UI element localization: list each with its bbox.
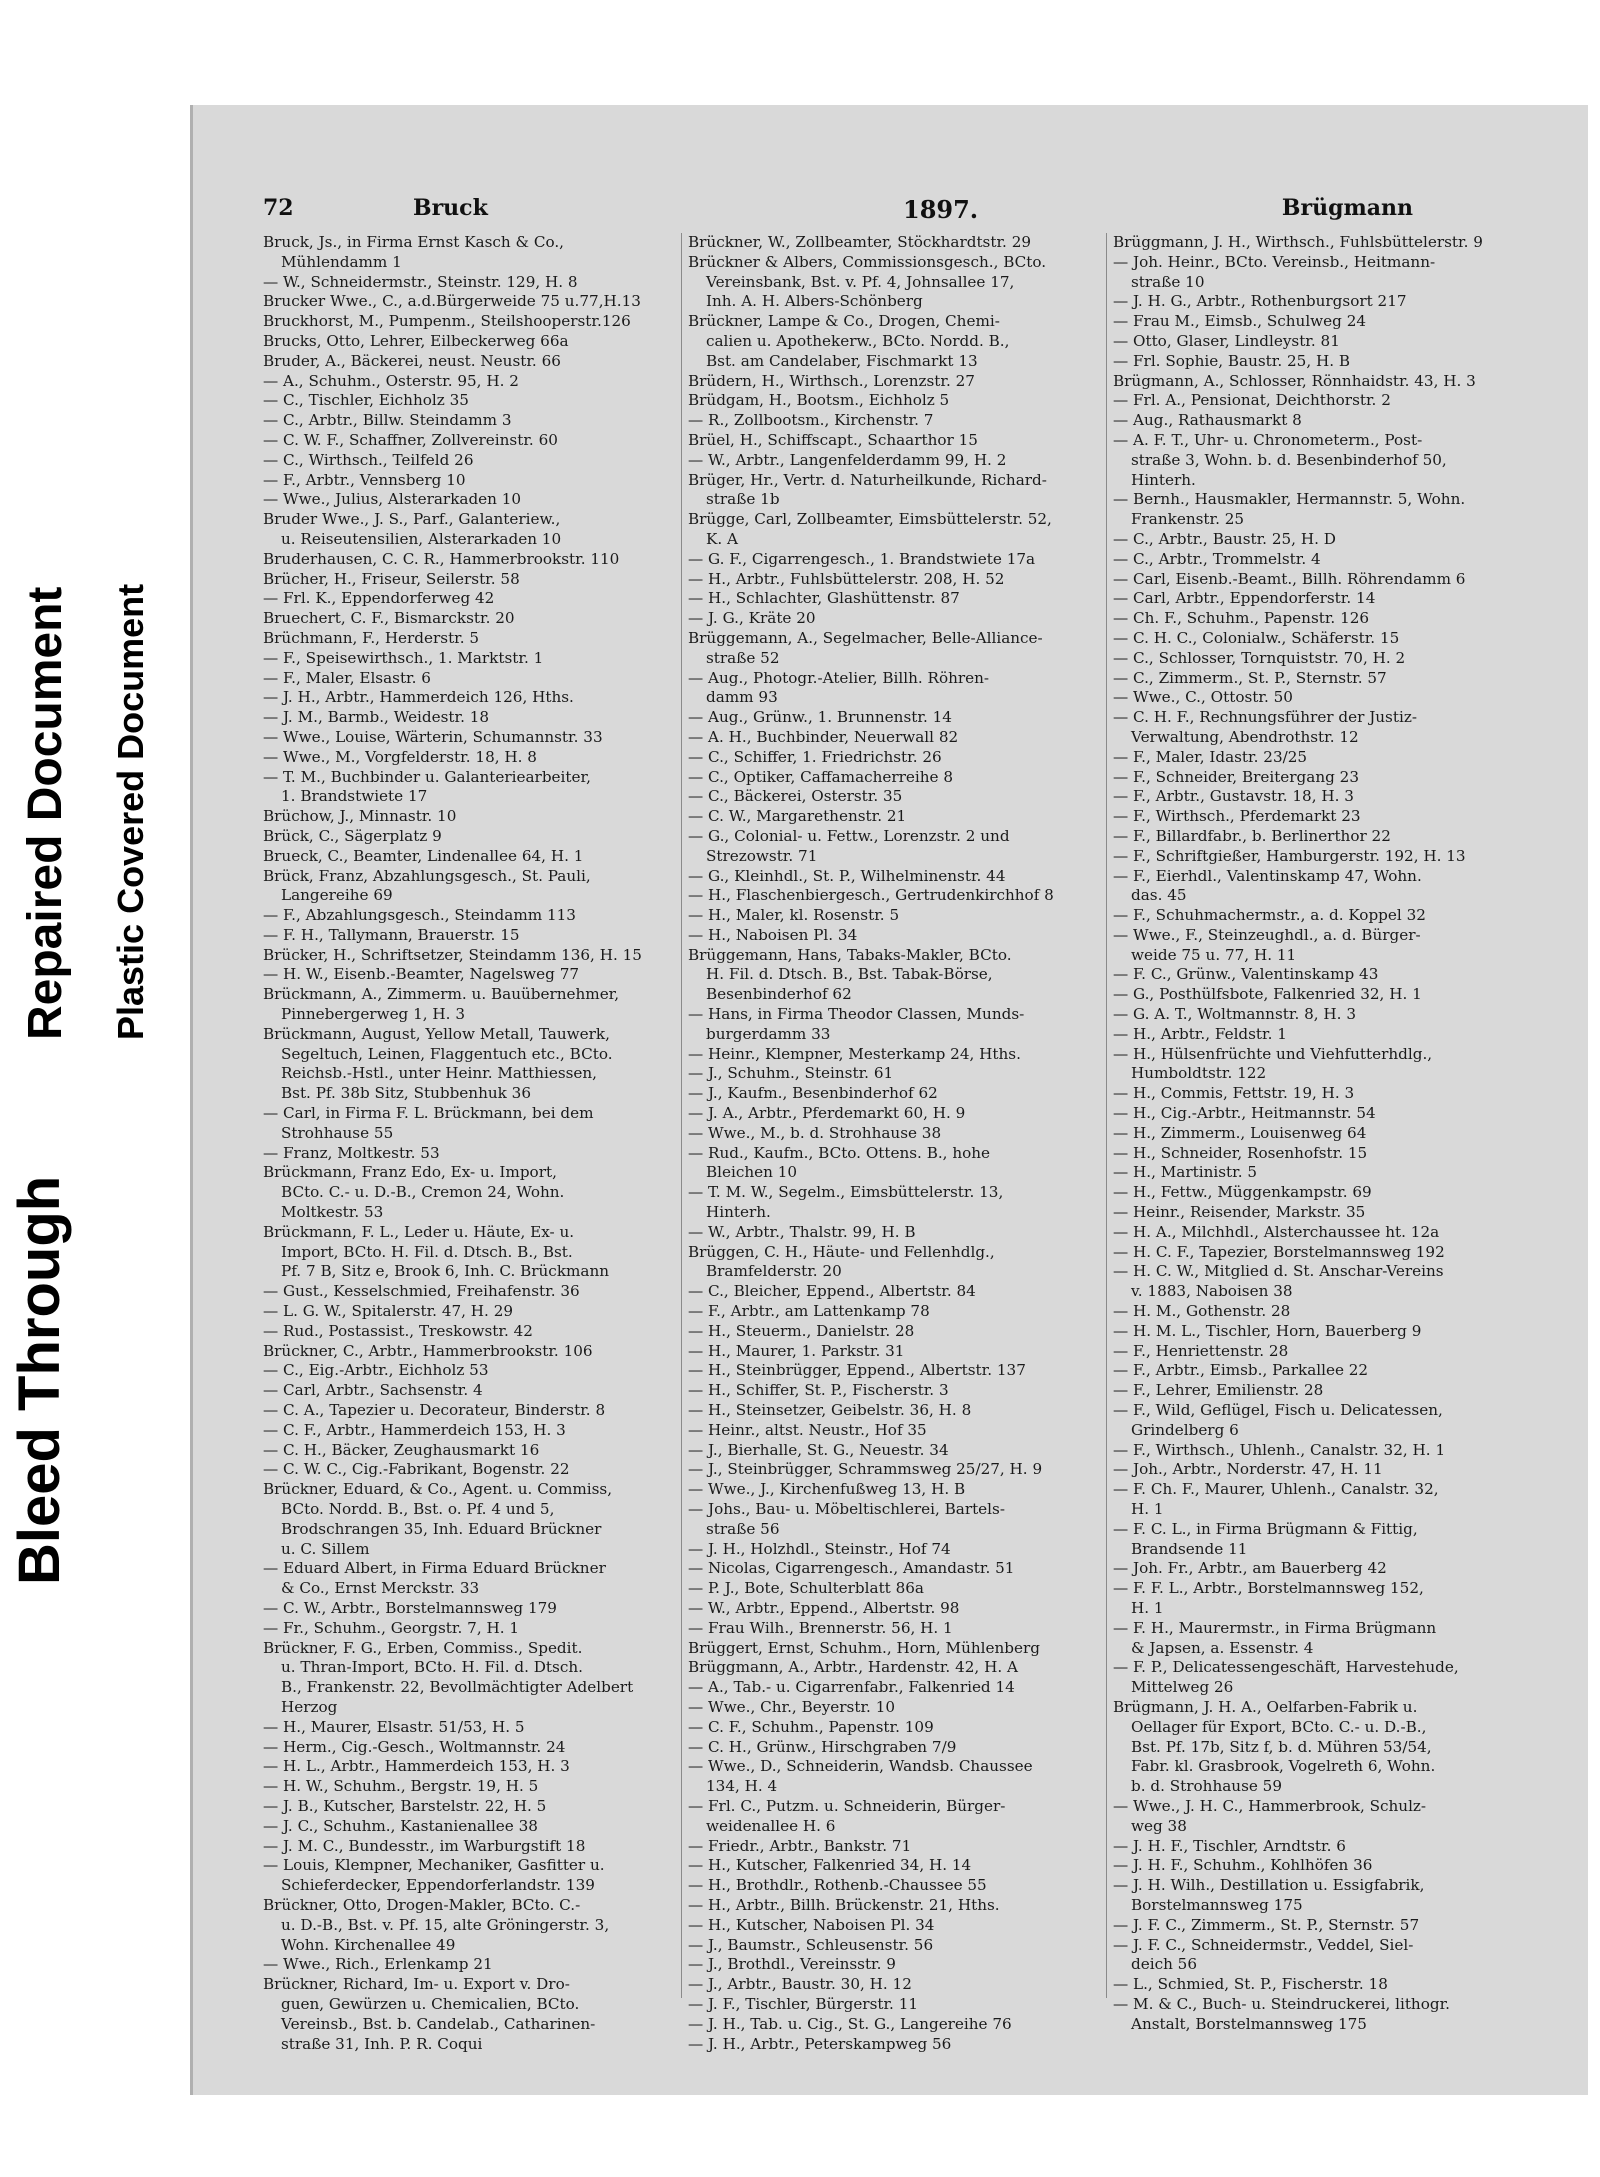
directory-entry-line: Brückner, Lampe & Co., Drogen, Chemi- [688,312,1000,331]
directory-entry-line: — Hans, in Firma Theodor Classen, Munds- [688,1005,1025,1024]
directory-entry-line: — C., Wirthsch., Teilfeld 26 [263,450,474,469]
directory-entry-line: — T. M. W., Segelm., Eimsbüttelerstr. 13, [688,1183,1004,1202]
directory-entry-line: — H., Cig.-Arbtr., Heitmannstr. 54 [1113,1104,1376,1123]
directory-entry-line: straße 1b [706,490,780,509]
directory-entry-line: — C. W. C., Cig.-Fabrikant, Bogenstr. 22 [263,1460,570,1479]
directory-entry-line: BCto. Nordd. B., Bst. o. Pf. 4 und 5, [281,1500,555,1518]
directory-entry-line: — Ch. F., Schuhm., Papenstr. 126 [1113,609,1370,628]
directory-entry-line: — J., Baumstr., Schleusenstr. 56 [688,1935,934,1954]
directory-entry-line: — C. A., Tapezier u. Decorateur, Binderstr. 8 [263,1401,606,1420]
directory-entry-line: — Frl. K., Eppendorferweg 42 [263,589,495,608]
directory-entry-line: Fabr. kl. Grasbrook, Vogelreth 6, Wohn. [1131,1757,1436,1776]
directory-entry-line: — G. F., Cigarrengesch., 1. Brandstwiete 17a [688,549,1036,568]
directory-entry-line: Strezowstr. 71 [706,846,818,865]
directory-entry-line: — H., Maurer, 1. Parkstr. 31 [688,1341,905,1360]
directory-entry-line: — F. C., Grünw., Valentinskamp 43 [1113,965,1379,984]
directory-entry-line: — Frau M., Eimsb., Schulweg 24 [1113,312,1367,331]
directory-entry-line: Mühlendamm 1 [281,252,402,271]
directory-entry-line: — L., Schmied, St. P., Fischerstr. 18 [1113,1975,1388,1994]
directory-entry-line: u. C. Sillem [281,1539,370,1558]
directory-entry-line: — H. M. L., Tischler, Horn, Bauerberg 9 [1113,1321,1422,1340]
directory-entry-line: — M. & C., Buch- u. Steindruckerei, lithogr. [1113,1994,1450,2013]
directory-entry-line: Bst. Pf. 38b Sitz, Stubbenhuk 36 [281,1084,531,1103]
directory-entry-line: — C., Zimmerm., St. P., Sternstr. 57 [1113,668,1387,687]
directory-entry-line: Brückner, F. G., Erben, Commiss., Spedit. [263,1638,583,1657]
directory-entry-line: — A. H., Buchbinder, Neuerwall 82 [688,727,959,746]
directory-entry-line: — C. F., Schuhm., Papenstr. 109 [688,1717,934,1736]
directory-entry-line: Brügmann, A., Schlosser, Rönnhaidstr. 43, H. 3 [1113,371,1476,390]
directory-entry-line: Brüggert, Ernst, Schuhm., Horn, Mühlenberg [688,1638,1040,1657]
directory-entry-line: — Rud., Postassist., Treskowstr. 42 [263,1321,533,1340]
directory-entry-line: Grindelberg 6 [1131,1420,1239,1439]
directory-entry-line: H. 1 [1131,1598,1164,1617]
directory-entry-line: Brücher, H., Friseur, Seilerstr. 58 [263,569,520,588]
directory-entry-line: — C. F., Arbtr., Hammerdeich 153, H. 3 [263,1420,566,1439]
directory-entry-line: — F., Arbtr., Gustavstr. 18, H. 3 [1113,787,1354,806]
directory-entry-line: — P. J., Bote, Schulterblatt 86a [688,1579,924,1598]
directory-entry-line: — C., Arbtr., Billw. Steindamm 3 [263,411,512,430]
directory-entry-line: — H., Schiffer, St. P., Fischerstr. 3 [688,1381,949,1400]
directory-entry-line: calien u. Apothekerw., BCto. Nordd. B., [706,331,1010,350]
directory-entry-line: — A. F. T., Uhr- u. Chronometerm., Post- [1113,430,1423,449]
directory-entry-line: — F., Henriettenstr. 28 [1113,1341,1289,1360]
directory-entry-line: — F. H., Tallymann, Brauerstr. 15 [263,925,520,944]
directory-entry-line: — G., Posthülfsbote, Falkenried 32, H. 1 [1113,985,1422,1004]
directory-entry-line: — C., Schlosser, Tornquiststr. 70, H. 2 [1113,648,1406,667]
directory-entry-line: Segeltuch, Leinen, Flaggentuch etc., BCto. [281,1044,613,1063]
directory-entry-line: — F., Arbtr., am Lattenkamp 78 [688,1302,930,1321]
directory-entry-line: weide 75 u. 77, H. 11 [1131,945,1297,964]
directory-entry-line: — A., Tab.- u. Cigarrenfabr., Falkenried 14 [688,1678,1015,1697]
directory-entry-line: — Fr., Schuhm., Georgstr. 7, H. 1 [263,1618,520,1637]
directory-entry-line: Brückner, Eduard, & Co., Agent. u. Commiss, [263,1480,613,1499]
directory-entry-line: — Joh. Fr., Arbtr., am Bauerberg 42 [1113,1559,1387,1578]
directory-entry-line: & Japsen, a. Essenstr. 4 [1131,1638,1314,1657]
column-middle [688,233,1103,2053]
directory-entry-line: burgerdamm 33 [706,1024,831,1043]
scan-annotation-labels [0,0,175,2177]
directory-entry-line: — H., Flaschenbiergesch., Gertrudenkirchhof 8 [688,886,1054,905]
directory-entry-line: — J., Kaufm., Besenbinderhof 62 [688,1084,938,1103]
directory-entry-line: — H., Steuerm., Danielstr. 28 [688,1321,915,1340]
directory-entry-line: — F., Schneider, Breitergang 23 [1113,767,1359,786]
directory-entry-line: Brückner, C., Arbtr., Hammerbrookstr. 106 [263,1341,593,1360]
directory-entry-line: u. D.-B., Bst. v. Pf. 15, alte Gröningerstr. 3, [281,1915,610,1934]
directory-entry-line: — C. H. C., Colonialw., Schäferstr. 15 [1113,628,1400,647]
directory-entry-line: — H., Steinbrügger, Eppend., Albertstr. 137 [688,1361,1026,1380]
left-running-head: Bruck [413,195,488,221]
directory-entry-line: Brüchow, J., Minnastr. 10 [263,807,457,826]
scanned-page [190,105,1588,2095]
directory-entry-line: — F., Wirthsch., Uhlenh., Canalstr. 32, H. 1 [1113,1440,1446,1459]
directory-entry-line: — F., Maler, Elsastr. 6 [263,668,431,687]
directory-entry-line: Brückmann, F. L., Leder u. Häute, Ex- u. [263,1222,575,1241]
directory-entry-line: Bst. am Candelaber, Fischmarkt 13 [706,351,978,370]
directory-entry-line: — J., Bierhalle, St. G., Neuestr. 34 [688,1440,949,1459]
directory-entry-line: — J. F. C., Schneidermstr., Veddel, Siel- [1113,1935,1414,1954]
directory-entry-line: Pinnebergerweg 1, H. 3 [281,1005,465,1024]
directory-entry-line: weg 38 [1131,1816,1187,1835]
directory-entry-line: — H., Schneider, Rosenhofstr. 15 [1113,1143,1368,1162]
directory-entry-line: — J. M., Barmb., Weidestr. 18 [263,708,490,727]
column-divider [1106,233,1107,1998]
directory-entry-line: — H., Martinistr. 5 [1113,1163,1258,1182]
directory-entry-line: Verwaltung, Abendrothstr. 12 [1131,727,1359,746]
directory-entry-line: — H. M., Gothenstr. 28 [1113,1302,1291,1321]
directory-entry-line: — C., Bleicher, Eppend., Albertstr. 84 [688,1282,976,1301]
directory-entry-line: — H., Commis, Fettstr. 19, H. 3 [1113,1084,1355,1103]
directory-entry-line: — Joh. Heinr., BCto. Vereinsb., Heitmann- [1113,252,1436,271]
directory-entry-line: — F. H., Maurermstr., in Firma Brügmann [1113,1618,1437,1637]
directory-entry-line: Inh. A. H. Albers-Schönberg [706,292,923,311]
directory-entry-line: — Wwe., Julius, Alsterarkaden 10 [263,490,522,509]
directory-entry-line: — G., Colonial- u. Fettw., Lorenzstr. 2 und [688,826,1010,845]
directory-entry-line: Bruck, Js., in Firma Ernst Kasch & Co., [263,233,564,251]
directory-entry-line: Schieferdecker, Eppendorferlandstr. 139 [281,1876,595,1895]
directory-entry-line: Brückner, Otto, Drogen-Makler, BCto. C.- [263,1895,581,1914]
directory-entry-line: Brüger, Hr., Vertr. d. Naturheilkunde, Richard- [688,470,1047,489]
directory-entry-line: — J. H., Tab. u. Cig., St. G., Langereihe 76 [688,2014,1012,2033]
directory-entry-line: Humboldtstr. 122 [1131,1064,1267,1083]
directory-entry-line: — H., Schlachter, Glashüttenstr. 87 [688,589,960,608]
directory-entry-line: — F., Arbtr., Vennsberg 10 [263,470,466,489]
directory-entry-line: — H. L., Arbtr., Hammerdeich 153, H. 3 [263,1757,570,1776]
directory-entry-line: Brüel, H., Schiffscapt., Schaarthor 15 [688,430,978,449]
directory-entry-line: — J. F. C., Zimmerm., St. P., Sternstr. 57 [1113,1915,1420,1934]
directory-entry-line: — H., Zimmerm., Louisenweg 64 [1113,1123,1367,1142]
directory-entry-line: Brück, Franz, Abzahlungsgesch., St. Pauli, [263,866,591,885]
directory-entry-line: — C. W., Arbtr., Borstelmannsweg 179 [263,1598,557,1617]
directory-entry-line: — H., Maler, kl. Rosenstr. 5 [688,906,900,925]
directory-entry-line: — L. G. W., Spitalerstr. 47, H. 29 [263,1302,514,1321]
directory-entry-line: Brüdern, H., Wirthsch., Lorenzstr. 27 [688,371,975,390]
directory-entry-line: — J. C., Schuhm., Kastanienallee 38 [263,1816,538,1835]
directory-entry-line: — Frl. A., Pensionat, Deichthorstr. 2 [1113,391,1391,410]
directory-entry-line: Bst. Pf. 17b, Sitz f, b. d. Mühren 53/54, [1131,1737,1432,1756]
directory-entry-line: Langereihe 69 [281,886,393,905]
directory-entry-line: Hinterh. [1131,470,1196,489]
directory-entry-line: Brüggemann, A., Segelmacher, Belle-Alliance- [688,628,1043,647]
directory-entry-line: — J., Schuhm., Steinstr. 61 [688,1064,894,1083]
directory-entry-line: — H., Maurer, Elsastr. 51/53, H. 5 [263,1717,525,1736]
directory-entry-line: Vereinsbank, Bst. v. Pf. 4, Johnsallee 17, [706,272,1015,291]
directory-entry-line: Bruderhausen, C. C. R., Hammerbrookstr. 110 [263,549,620,568]
directory-entry-line: — Rud., Kaufm., BCto. Ottens. B., hohe [688,1143,991,1162]
directory-entry-line: — Wwe., D., Schneiderin, Wandsb. Chaussee [688,1757,1033,1776]
directory-entry-line: Brodschrangen 35, Inh. Eduard Brückner [281,1519,602,1538]
directory-entry-line: — Frau Wilh., Brennerstr. 56, H. 1 [688,1618,953,1637]
directory-entry-line: — Nicolas, Cigarrengesch., Amandastr. 51 [688,1559,1015,1578]
directory-entry-line: v. 1883, Naboisen 38 [1131,1282,1293,1301]
directory-entry-line: — H., Kutscher, Naboisen Pl. 34 [688,1915,935,1934]
directory-entry-line: — J. F., Tischler, Bürgerstr. 11 [688,1994,919,2013]
directory-entry-line: Besenbinderhof 62 [706,985,852,1004]
directory-entry-line: — J. G., Kräte 20 [688,609,816,628]
directory-entry-line: — F. C. L., in Firma Brügmann & Fittig, [1113,1519,1418,1538]
directory-entry-line: — F., Speisewirthsch., 1. Marktstr. 1 [263,648,544,667]
directory-entry-line: — J. H. F., Tischler, Arndtstr. 6 [1113,1836,1346,1855]
directory-entry-line: — Heinr., altst. Neustr., Hof 35 [688,1420,927,1439]
directory-entry-line: b. d. Strohhause 59 [1131,1777,1282,1796]
directory-entry-line: — H., Arbtr., Billh. Brückenstr. 21, Hths. [688,1895,1000,1914]
directory-entry-line: H. 1 [1131,1500,1164,1518]
directory-entry-line: — Aug., Photogr.-Atelier, Billh. Röhren- [688,668,990,687]
directory-entry-line: — Louis, Klempner, Mechaniker, Gasfitter u. [263,1856,605,1875]
directory-entry-line: — H. A., Milchhdl., Alsterchaussee ht. 12a [1113,1222,1440,1241]
directory-entry-line: Moltkestr. 53 [281,1203,384,1222]
directory-entry-line: — F., Billardfabr., b. Berlinerthor 22 [1113,826,1391,845]
directory-entry-line: Strohhause 55 [281,1123,394,1142]
directory-entry-line: — Franz, Moltkestr. 53 [263,1143,440,1162]
year-heading: 1897. [903,195,979,224]
directory-entry-line: Brücker, H., Schriftsetzer, Steindamm 136, H. 15 [263,945,642,964]
directory-entry-line: u. Thran-Import, BCto. H. Fil. d. Dtsch. [281,1658,583,1677]
directory-entry-line: — F., Schuhmachermstr., a. d. Koppel 32 [1113,906,1426,925]
directory-entry-line: — W., Arbtr., Thalstr. 99, H. B [688,1222,916,1241]
directory-entry-line: — Wwe., Louise, Wärterin, Schumannstr. 33 [263,727,603,746]
directory-entry-line: — Frl. Sophie, Baustr. 25, H. B [1113,351,1351,370]
directory-entry-line: — Wwe., M., b. d. Strohhause 38 [688,1123,942,1142]
directory-entry-line: — Gust., Kesselschmied, Freihafenstr. 36 [263,1282,580,1301]
directory-entry-line: — Aug., Grünw., 1. Brunnenstr. 14 [688,708,952,727]
directory-entry-line: B., Frankenstr. 22, Bevollmächtigter Adelbert [281,1678,634,1697]
directory-entry-line: — A., Schuhm., Osterstr. 95, H. 2 [263,371,519,390]
directory-entry-line: Bruder Wwe., J. S., Parf., Galanteriew., [263,510,561,529]
directory-entry-line: Brückner & Albers, Commissionsgesch., BCto. [688,252,1047,271]
directory-entry-line: straße 3, Wohn. b. d. Besenbinderhof 50, [1131,450,1447,469]
directory-entry-line: Brüggemann, Hans, Tabaks-Makler, BCto. [688,945,1012,964]
directory-entry-line: straße 10 [1131,272,1205,291]
directory-entry-line: — Wwe., J. H. C., Hammerbrook, Schulz- [1113,1796,1427,1815]
directory-entry-line: Brückmann, August, Yellow Metall, Tauwerk, [263,1024,610,1043]
directory-entry-line: — C., Arbtr., Baustr. 25, H. D [1113,529,1336,548]
directory-entry-line: Anstalt, Borstelmannsweg 175 [1131,2014,1367,2033]
plastic-covered-label: Plastic Covered Document [110,583,151,1040]
directory-entry-line: — Carl, Arbtr., Eppendorferstr. 14 [1113,589,1376,608]
directory-entry-line: — Johs., Bau- u. Möbeltischlerei, Bartels- [688,1500,1005,1518]
bleed-through-label: Bleed Through [7,1175,72,1585]
directory-entry-line: — Friedr., Arbtr., Bankstr. 71 [688,1836,912,1855]
directory-entry-line: — F., Schriftgießer, Hamburgerstr. 192, H. 13 [1113,846,1466,865]
directory-entry-line: Brügmann, J. H. A., Oelfarben-Fabrik u. [1113,1697,1418,1716]
directory-entry-line: Brüggen, C. H., Häute- und Fellenhdlg., [688,1242,995,1261]
directory-entry-line: Mittelweg 26 [1131,1678,1234,1697]
directory-entry-line: — F. F. L., Arbtr., Borstelmannsweg 152, [1113,1579,1424,1598]
directory-entry-line: straße 56 [706,1519,780,1538]
directory-entry-line: — J. H. G., Arbtr., Rothenburgsort 217 [1113,292,1407,311]
directory-entry-line: Brucks, Otto, Lehrer, Eilbeckerweg 66a [263,331,569,350]
directory-entry-line: — Heinr., Klempner, Mesterkamp 24, Hths. [688,1044,1021,1063]
directory-entry-line: — C., Eig.-Arbtr., Eichholz 53 [263,1361,489,1380]
directory-entry-line: Bleichen 10 [706,1163,798,1182]
directory-entry-line: Pf. 7 B, Sitz e, Brook 6, Inh. C. Brückmann [281,1262,610,1281]
directory-entry-line: — Bernh., Hausmakler, Hermannstr. 5, Wohn. [1113,490,1466,509]
directory-entry-line: — W., Schneidermstr., Steinstr. 129, H. 8 [263,272,578,291]
directory-entry-line: — Frl. C., Putzm. u. Schneiderin, Bürger- [688,1796,1006,1815]
directory-entry-line: Bruder, A., Bäckerei, neust. Neustr. 66 [263,351,561,370]
directory-entry-line: — J. H. F., Schuhm., Kohlhöfen 36 [1113,1856,1373,1875]
directory-entry-line: — Heinr., Reisender, Markstr. 35 [1113,1203,1366,1222]
directory-entry-line: — Wwe., C., Ottostr. 50 [1113,688,1293,707]
directory-entry-line: — H. C. W., Mitglied d. St. Anschar-Vereins [1113,1262,1444,1281]
directory-entry-line: — C. W. F., Schaffner, Zollvereinstr. 60 [263,430,558,449]
directory-entry-line: H. Fil. d. Dtsch. B., Bst. Tabak-Börse, [706,965,993,984]
directory-entry-line: straße 52 [706,648,780,667]
directory-entry-line: — H. C. F., Tapezier, Borstelmannsweg 192 [1113,1242,1445,1261]
directory-entry-line: — H., Naboisen Pl. 34 [688,925,858,944]
directory-entry-line: — Carl, Arbtr., Sachsenstr. 4 [263,1381,483,1400]
directory-entry-line: — J., Arbtr., Baustr. 30, H. 12 [688,1975,912,1994]
directory-entry-line: — J. H., Arbtr., Peterskampweg 56 [688,2034,952,2053]
repaired-document-label: Repaired Document [19,586,72,1040]
directory-entry-line: — C., Optiker, Caffamacherreihe 8 [688,767,954,786]
directory-entry-line: — R., Zollbootsm., Kirchenstr. 7 [688,411,934,430]
directory-entry-line: — T. M., Buchbinder u. Galanteriearbeiter, [263,767,591,786]
directory-entry-line: Brüggmann, A., Arbtr., Hardenstr. 42, H. A [688,1658,1018,1677]
directory-entry-line: — C. H., Grünw., Hirschgraben 7/9 [688,1737,957,1756]
directory-entry-line: — W., Arbtr., Eppend., Albertstr. 98 [688,1598,960,1617]
directory-entry-line: — H. W., Eisenb.-Beamter, Nagelsweg 77 [263,965,580,984]
column-divider [681,233,682,1998]
directory-entry-line: Hinterh. [706,1203,771,1222]
directory-entry-line: Wohn. Kirchenallee 49 [281,1935,456,1954]
directory-entry-line: Brügge, Carl, Zollbeamter, Eimsbüttelerstr. 52, [688,510,1052,529]
right-running-head: Brügmann [1281,195,1413,221]
directory-entry-line: — Carl, in Firma F. L. Brückmann, bei dem [263,1104,594,1123]
directory-entry-line: — G. A. T., Woltmannstr. 8, H. 3 [1113,1005,1356,1024]
directory-entry-line: Brückner, Richard, Im- u. Export v. Dro- [263,1975,570,1994]
directory-entry-line: Borstelmannsweg 175 [1131,1895,1303,1914]
directory-entry-line: — H., Kutscher, Falkenried 34, H. 14 [688,1856,972,1875]
directory-entry-line: Brueck, C., Beamter, Lindenallee 64, H. 1 [263,846,584,865]
directory-entry-line: — C. H. F., Rechnungsführer der Justiz- [1113,708,1417,727]
directory-entry-line: — F., Maler, Idastr. 23/25 [1113,747,1308,766]
directory-entry-line: Reichsb.-Hstl., unter Heinr. Matthiessen, [281,1064,598,1083]
directory-entry-line: — C. W., Margarethenstr. 21 [688,807,907,826]
directory-entry-line: — H., Arbtr., Feldstr. 1 [1113,1024,1287,1043]
directory-entry-line: damm 93 [706,688,778,707]
directory-entry-line: — Wwe., J., Kirchenfußweg 13, H. B [688,1480,966,1499]
directory-entry-line: — F., Arbtr., Eimsb., Parkallee 22 [1113,1361,1369,1380]
directory-entry-line: — F., Wirthsch., Pferdemarkt 23 [1113,807,1361,826]
directory-entry-line: — C. H., Bäcker, Zeughausmarkt 16 [263,1440,540,1459]
directory-entry-line: Brandsende 11 [1131,1539,1248,1558]
directory-entry-line: — H., Arbtr., Fuhlsbüttelerstr. 208, H. 52 [688,569,1005,588]
directory-entry-line: Bruckhorst, M., Pumpenm., Steilshooperstr.126 [263,312,631,331]
directory-entry-line: guen, Gewürzen u. Chemicalien, BCto. [281,1994,580,2013]
directory-entry-line: — Wwe., F., Steinzeughdl., a. d. Bürger- [1113,925,1421,944]
directory-entry-line: — J. M. C., Bundesstr., im Warburgstift 18 [263,1836,586,1855]
directory-entry-line: & Co., Ernst Merckstr. 33 [281,1579,480,1598]
directory-entry-line: — Wwe., Rich., Erlenkamp 21 [263,1955,493,1974]
directory-entry-line: 1. Brandstwiete 17 [281,787,428,806]
directory-entry-line: Herzog [281,1697,338,1716]
directory-entry-line: Brückmann, A., Zimmerm. u. Bauübernehmer, [263,985,620,1004]
directory-entry-line: — F., Abzahlungsgesch., Steindamm 113 [263,906,576,925]
directory-entry-line: — F. P., Delicatessengeschäft, Harvestehude, [1113,1658,1459,1677]
directory-entry-line: — F., Eierhdl., Valentinskamp 47, Wohn. [1113,866,1422,885]
directory-entry-line: — F., Wild, Geflügel, Fisch u. Delicatessen, [1113,1401,1443,1420]
directory-entry-line: straße 31, Inh. P. R. Coqui [281,2034,483,2053]
page-number: 72 [263,195,294,221]
directory-entry-line: — F. Ch. F., Maurer, Uhlenh., Canalstr. 32, [1113,1480,1439,1499]
directory-entry-line: — J. B., Kutscher, Barstelstr. 22, H. 5 [263,1796,547,1815]
directory-entry-line: — F., Lehrer, Emilienstr. 28 [1113,1381,1324,1400]
directory-entry-line: — H., Brothdlr., Rothenb.-Chaussee 55 [688,1876,987,1895]
directory-entry-line: — Carl, Eisenb.-Beamt., Billh. Röhrendamm 6 [1113,569,1466,588]
directory-entry-line: Brüdgam, H., Bootsm., Eichholz 5 [688,391,950,410]
directory-entry-line: BCto. C.- u. D.-B., Cremon 24, Wohn. [281,1183,565,1202]
directory-entry-line: u. Reiseutensilien, Alsterarkaden 10 [281,529,562,548]
directory-entry-line: — J. H., Arbtr., Hammerdeich 126, Hths. [263,688,574,707]
directory-entry-line: weidenallee H. 6 [706,1816,836,1835]
page-header [263,195,1568,227]
column-left [263,233,678,2053]
directory-entry-line: — C., Schiffer, 1. Friedrichstr. 26 [688,747,942,766]
directory-entry-line: — C., Tischler, Eichholz 35 [263,391,469,410]
directory-entry-line: Brucker Wwe., C., a.d.Bürgerweide 75 u.77,H.13 [263,292,641,311]
directory-entry-line: Brüggmann, J. H., Wirthsch., Fuhlsbüttelerstr. 9 [1113,233,1483,251]
directory-entry-line: — J., Steinbrügger, Schrammsweg 25/27, H. 9 [688,1460,1043,1479]
directory-entry-line: Brückner, W., Zollbeamter, Stöckhardtstr. 29 [688,233,1032,251]
directory-entry-line: — H., Hülsenfrüchte und Viehfutterhdlg., [1113,1044,1433,1063]
column-right [1113,233,1528,2033]
directory-entry-line: deich 56 [1131,1955,1198,1974]
directory-entry-line: das. 45 [1131,886,1187,905]
directory-entry-line: Vereinsb., Bst. b. Candelab., Catharinen- [281,2014,596,2033]
directory-entry-line: — H., Fettw., Müggenkampstr. 69 [1113,1183,1372,1202]
directory-entry-line: — J. H., Holzhdl., Steinstr., Hof 74 [688,1539,951,1558]
directory-entry-line: — Eduard Albert, in Firma Eduard Brückner [263,1559,606,1578]
directory-entry-line: K. A [706,529,738,548]
directory-entry-line: — Wwe., M., Vorgfelderstr. 18, H. 8 [263,747,537,766]
directory-entry-line: Brüchmann, F., Herderstr. 5 [263,628,480,647]
directory-entry-line: Brückmann, Franz Edo, Ex- u. Import, [263,1163,557,1182]
directory-entry-line: Brück, C., Sägerplatz 9 [263,826,442,845]
directory-entry-line: Bruechert, C. F., Bismarckstr. 20 [263,609,515,628]
directory-entry-line: Frankenstr. 25 [1131,510,1245,529]
directory-entry-line: 134, H. 4 [706,1777,778,1796]
directory-entry-line: — Wwe., Chr., Beyerstr. 10 [688,1697,896,1716]
directory-entry-line: — C., Bäckerei, Osterstr. 35 [688,787,903,806]
directory-entry-line: — G., Kleinhdl., St. P., Wilhelminenstr. 44 [688,866,1006,885]
directory-entry-line: Bramfelderstr. 20 [706,1262,842,1281]
directory-entry-line: — Herm., Cig.-Gesch., Woltmannstr. 24 [263,1737,566,1756]
directory-entry-line: — Joh., Arbtr., Norderstr. 47, H. 11 [1113,1460,1383,1479]
directory-entry-line: — Aug., Rathausmarkt 8 [1113,411,1302,430]
directory-entry-line: — J. A., Arbtr., Pferdemarkt 60, H. 9 [688,1104,966,1123]
directory-entry-line: — H., Steinsetzer, Geibelstr. 36, H. 8 [688,1401,972,1420]
directory-entry-line: Oellager für Export, BCto. C.- u. D.-B., [1131,1717,1427,1736]
directory-entry-line: — J. H. Wilh., Destillation u. Essigfabrik, [1113,1876,1425,1895]
directory-entry-line: — J., Brothdl., Vereinsstr. 9 [688,1955,896,1974]
directory-entry-line: — C., Arbtr., Trommelstr. 4 [1113,549,1321,568]
directory-entry-line: — W., Arbtr., Langenfelderdamm 99, H. 2 [688,450,1007,469]
directory-entry-line: — H. W., Schuhm., Bergstr. 19, H. 5 [263,1777,539,1796]
directory-entry-line: — Otto, Glaser, Lindleystr. 81 [1113,331,1340,350]
directory-entry-line: Import, BCto. H. Fil. d. Dtsch. B., Bst. [281,1242,573,1261]
